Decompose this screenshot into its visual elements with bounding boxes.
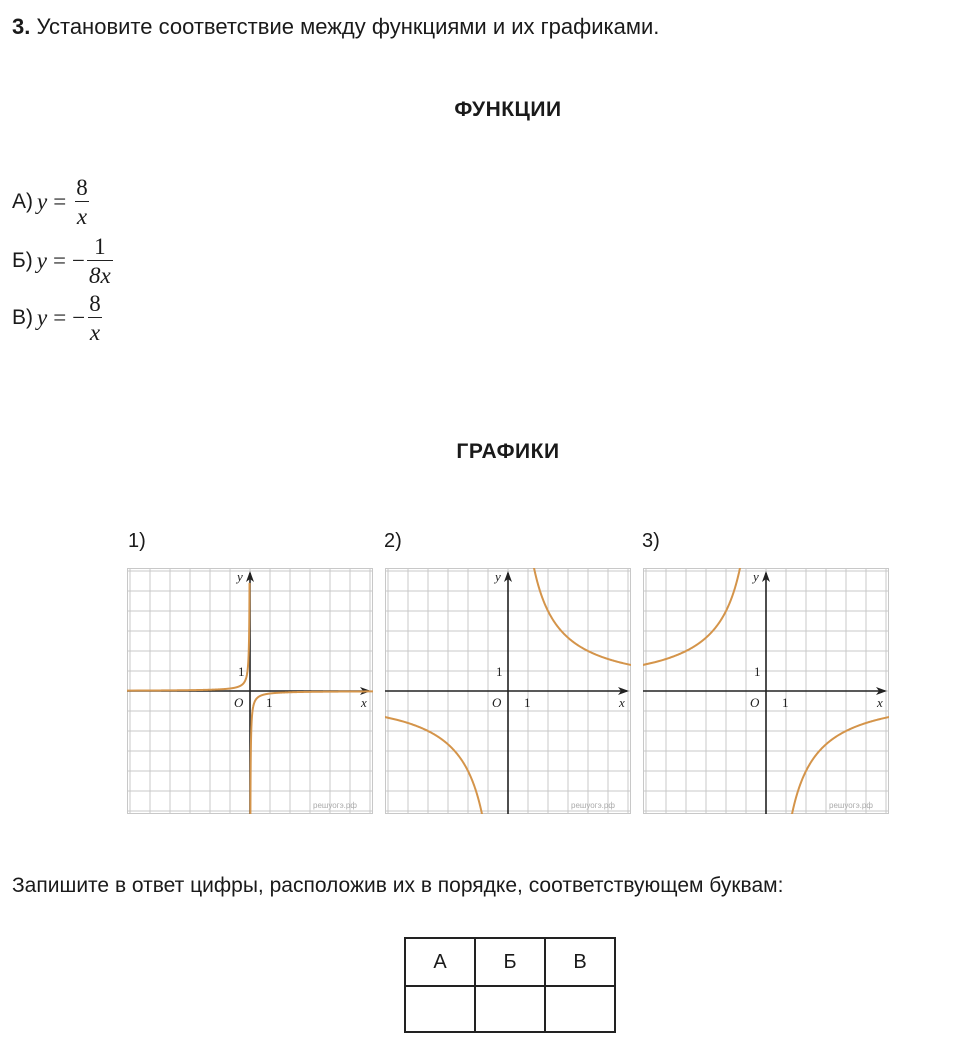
function-letter: Б) (12, 249, 33, 272)
task-number: 3. (12, 14, 31, 39)
answer-table (404, 937, 616, 1033)
y-axis-label: y (237, 569, 243, 584)
formula-fraction (74, 176, 90, 228)
watermark: решуогэ.рф (313, 801, 357, 810)
watermark: решуогэ.рф (829, 801, 873, 810)
answer-header-v: В (545, 938, 615, 986)
task-statement (12, 14, 659, 40)
graph-label-2: 2) (384, 530, 402, 552)
x-tick-label: 1 (524, 695, 531, 710)
answer-cell-v[interactable] (545, 986, 615, 1032)
formula-fraction (87, 235, 113, 287)
x-axis-label: x (361, 695, 367, 710)
y-tick-label: 1 (754, 664, 761, 679)
function-row-a (12, 176, 92, 228)
x-axis-label: x (877, 695, 883, 710)
x-axis-label: x (619, 695, 625, 710)
graph-label-3: 3) (642, 530, 660, 552)
function-row-b (12, 235, 115, 287)
answer-cell-a[interactable] (405, 986, 475, 1032)
function-letter: А) (12, 190, 33, 213)
formula-y: y (37, 189, 48, 214)
x-tick-label: 1 (266, 695, 273, 710)
graph-label-1: 1) (128, 530, 146, 552)
x-tick-label: 1 (782, 695, 789, 710)
answer-header-row (405, 938, 615, 986)
formula-y: y (36, 248, 47, 273)
formula-equals: = (53, 189, 67, 214)
fraction-denominator: x (75, 201, 89, 228)
watermark: решуогэ.рф (571, 801, 615, 810)
formula-equals: = (53, 248, 66, 273)
graph-3 (643, 568, 889, 814)
formula-equals: = (53, 305, 67, 330)
answer-prompt: Запишите в ответ цифры, расположив их в порядке, соответствующем буквам: (12, 874, 784, 897)
function-row-v (12, 292, 105, 344)
answer-header-a: А (405, 938, 475, 986)
y-tick-label: 1 (496, 664, 503, 679)
answer-cell-b[interactable] (475, 986, 545, 1032)
function-formula (37, 235, 115, 287)
y-axis-label: y (495, 569, 501, 584)
function-formula (37, 292, 105, 344)
y-axis-label: y (753, 569, 759, 584)
origin-label: O (234, 695, 244, 710)
functions-heading: ФУНКЦИИ (454, 98, 562, 121)
fraction-numerator: 8 (89, 291, 101, 316)
formula-sign: − (72, 305, 86, 330)
origin-label: O (492, 695, 502, 710)
task-text: Установите соответствие между функциями и их графиками. (36, 14, 660, 39)
formula-y: y (37, 305, 48, 330)
graphs-heading: ГРАФИКИ (456, 440, 560, 463)
function-letter: В) (12, 306, 33, 329)
graph-1 (127, 568, 373, 814)
function-formula (37, 176, 92, 228)
formula-fraction (87, 292, 103, 344)
fraction-denominator: x (88, 317, 102, 344)
fraction-numerator: 1 (94, 234, 106, 259)
origin-label: O (750, 695, 760, 710)
fraction-denominator: 8x (87, 260, 113, 287)
answer-header-b: Б (475, 938, 545, 986)
graph-2 (385, 568, 631, 814)
fraction-numerator: 8 (76, 175, 88, 200)
answer-input-row (405, 986, 615, 1032)
y-tick-label: 1 (238, 664, 245, 679)
formula-sign: − (71, 248, 85, 273)
